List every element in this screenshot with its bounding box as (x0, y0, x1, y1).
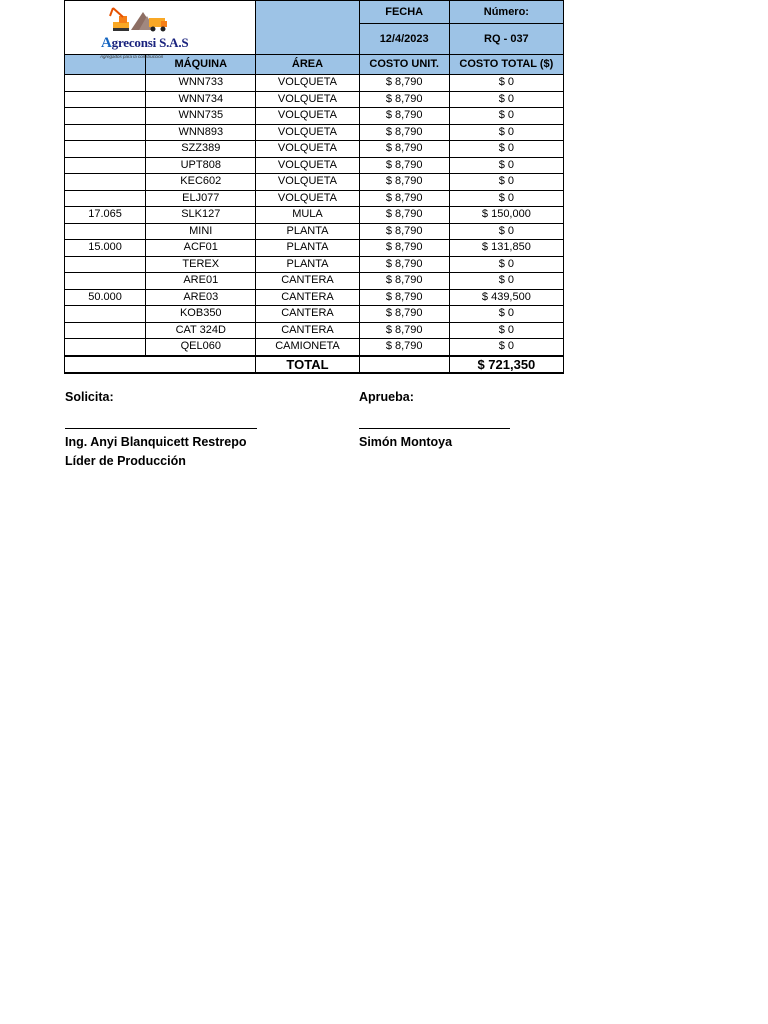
row-cantidad (65, 108, 146, 125)
row-cantidad (65, 91, 146, 108)
aprueba-label: Aprueba: (359, 390, 414, 404)
row-cantidad (65, 322, 146, 339)
row-cantidad (65, 157, 146, 174)
row-costo-total: $ 0 (449, 141, 563, 158)
header-row-1 (65, 1, 564, 24)
column-header-area: ÁREA (256, 55, 359, 75)
requisition-table (64, 0, 564, 374)
row-costo-total: $ 0 (449, 306, 563, 323)
row-costo-unit: $ 8,790 (359, 174, 449, 191)
row-costo-unit: $ 8,790 (359, 289, 449, 306)
row-costo-unit: $ 8,790 (359, 207, 449, 224)
table-row (65, 141, 564, 158)
company-logo (65, 2, 255, 59)
row-costo-total: $ 0 (449, 322, 563, 339)
row-costo-unit: $ 8,790 (359, 91, 449, 108)
row-cantidad (65, 174, 146, 191)
row-area: VOLQUETA (256, 75, 359, 92)
row-area: CAMIONETA (256, 339, 359, 356)
solicita-name: Ing. Anyi Blanquicett Restrepo (65, 435, 247, 449)
row-costo-unit: $ 8,790 (359, 141, 449, 158)
table-row (65, 207, 564, 224)
row-costo-total: $ 150,000 (449, 207, 563, 224)
row-cantidad (65, 339, 146, 356)
table-row (65, 91, 564, 108)
numero-label: Número: (449, 1, 563, 24)
row-maquina: WNN735 (146, 108, 256, 125)
row-maquina: MINI (146, 223, 256, 240)
fecha-label: FECHA (359, 1, 449, 24)
row-area: PLANTA (256, 240, 359, 257)
total-blank-cell (65, 356, 256, 374)
row-area: CANTERA (256, 273, 359, 290)
table-body (65, 75, 564, 356)
row-maquina: ELJ077 (146, 190, 256, 207)
table-row (65, 174, 564, 191)
row-maquina: WNN893 (146, 124, 256, 141)
row-costo-total: $ 0 (449, 273, 563, 290)
company-tagline: Agregados para la construcción (100, 53, 164, 59)
row-costo-total: $ 0 (449, 91, 563, 108)
row-costo-total: $ 0 (449, 157, 563, 174)
table-row (65, 339, 564, 356)
row-costo-unit: $ 8,790 (359, 190, 449, 207)
table-row (65, 108, 564, 125)
row-area: VOLQUETA (256, 108, 359, 125)
row-area: CANTERA (256, 289, 359, 306)
table-row (65, 240, 564, 257)
table-row (65, 289, 564, 306)
table-row (65, 157, 564, 174)
company-name: Agreconsi S.A.S (101, 34, 189, 51)
row-maquina: WNN733 (146, 75, 256, 92)
row-costo-unit: $ 8,790 (359, 157, 449, 174)
numero-value: RQ - 037 (449, 24, 563, 55)
row-area: PLANTA (256, 256, 359, 273)
row-costo-unit: $ 8,790 (359, 75, 449, 92)
row-cantidad (65, 124, 146, 141)
row-cantidad: 17.065 (65, 207, 146, 224)
total-spacer (359, 356, 449, 374)
column-header-costo-total: COSTO TOTAL ($) (449, 55, 563, 75)
row-area: VOLQUETA (256, 141, 359, 158)
row-cantidad: 50.000 (65, 289, 146, 306)
header-blank-cell (256, 1, 359, 55)
row-area: VOLQUETA (256, 157, 359, 174)
row-costo-total: $ 131,850 (449, 240, 563, 257)
row-costo-total: $ 0 (449, 124, 563, 141)
row-area: MULA (256, 207, 359, 224)
row-maquina: KOB350 (146, 306, 256, 323)
row-costo-unit: $ 8,790 (359, 339, 449, 356)
row-area: CANTERA (256, 306, 359, 323)
row-maquina: ACF01 (146, 240, 256, 257)
row-cantidad (65, 190, 146, 207)
row-costo-unit: $ 8,790 (359, 124, 449, 141)
row-costo-total: $ 0 (449, 223, 563, 240)
row-costo-total: $ 0 (449, 190, 563, 207)
row-maquina: TEREX (146, 256, 256, 273)
solicita-label: Solicita: (65, 390, 114, 404)
row-costo-unit: $ 8,790 (359, 108, 449, 125)
row-maquina: UPT808 (146, 157, 256, 174)
table-row (65, 223, 564, 240)
row-maquina: KEC602 (146, 174, 256, 191)
row-cantidad (65, 141, 146, 158)
aprueba-signature-line (359, 428, 510, 429)
row-costo-total: $ 0 (449, 256, 563, 273)
fecha-value: 12/4/2023 (359, 24, 449, 55)
table-row (65, 322, 564, 339)
total-value: $ 721,350 (449, 356, 563, 374)
row-maquina: QEL060 (146, 339, 256, 356)
row-cantidad (65, 223, 146, 240)
row-costo-unit: $ 8,790 (359, 256, 449, 273)
company-logo-cell (65, 1, 256, 59)
row-area: VOLQUETA (256, 124, 359, 141)
row-costo-total: $ 0 (449, 174, 563, 191)
row-area: PLANTA (256, 223, 359, 240)
solicita-role: Líder de Producción (65, 454, 186, 468)
table-row (65, 75, 564, 92)
row-area: VOLQUETA (256, 91, 359, 108)
excavator-dump-truck-logo-icon (109, 4, 169, 34)
table-row (65, 256, 564, 273)
row-area: VOLQUETA (256, 190, 359, 207)
row-costo-unit: $ 8,790 (359, 306, 449, 323)
total-row (65, 356, 564, 374)
row-cantidad (65, 306, 146, 323)
row-maquina: SZZ389 (146, 141, 256, 158)
row-costo-total: $ 0 (449, 108, 563, 125)
row-costo-unit: $ 8,790 (359, 273, 449, 290)
row-costo-unit: $ 8,790 (359, 240, 449, 257)
table-row (65, 190, 564, 207)
row-maquina: WNN734 (146, 91, 256, 108)
column-header-costo-unit: COSTO UNIT. (359, 55, 449, 75)
row-area: VOLQUETA (256, 174, 359, 191)
row-maquina: ARE01 (146, 273, 256, 290)
row-costo-total: $ 439,500 (449, 289, 563, 306)
row-costo-unit: $ 8,790 (359, 322, 449, 339)
table-row (65, 306, 564, 323)
row-costo-total: $ 0 (449, 339, 563, 356)
row-cantidad: 15.000 (65, 240, 146, 257)
row-cantidad (65, 273, 146, 290)
row-area: CANTERA (256, 322, 359, 339)
solicita-signature-line (65, 428, 257, 429)
table-row (65, 273, 564, 290)
row-maquina: ARE03 (146, 289, 256, 306)
row-maquina: CAT 324D (146, 322, 256, 339)
column-header-maquina: MÁQUINA (146, 55, 256, 75)
row-costo-unit: $ 8,790 (359, 223, 449, 240)
total-label: TOTAL (256, 356, 359, 374)
row-costo-total: $ 0 (449, 75, 563, 92)
row-cantidad (65, 75, 146, 92)
row-maquina: SLK127 (146, 207, 256, 224)
table-row (65, 124, 564, 141)
aprueba-name: Simón Montoya (359, 435, 453, 449)
row-cantidad (65, 256, 146, 273)
